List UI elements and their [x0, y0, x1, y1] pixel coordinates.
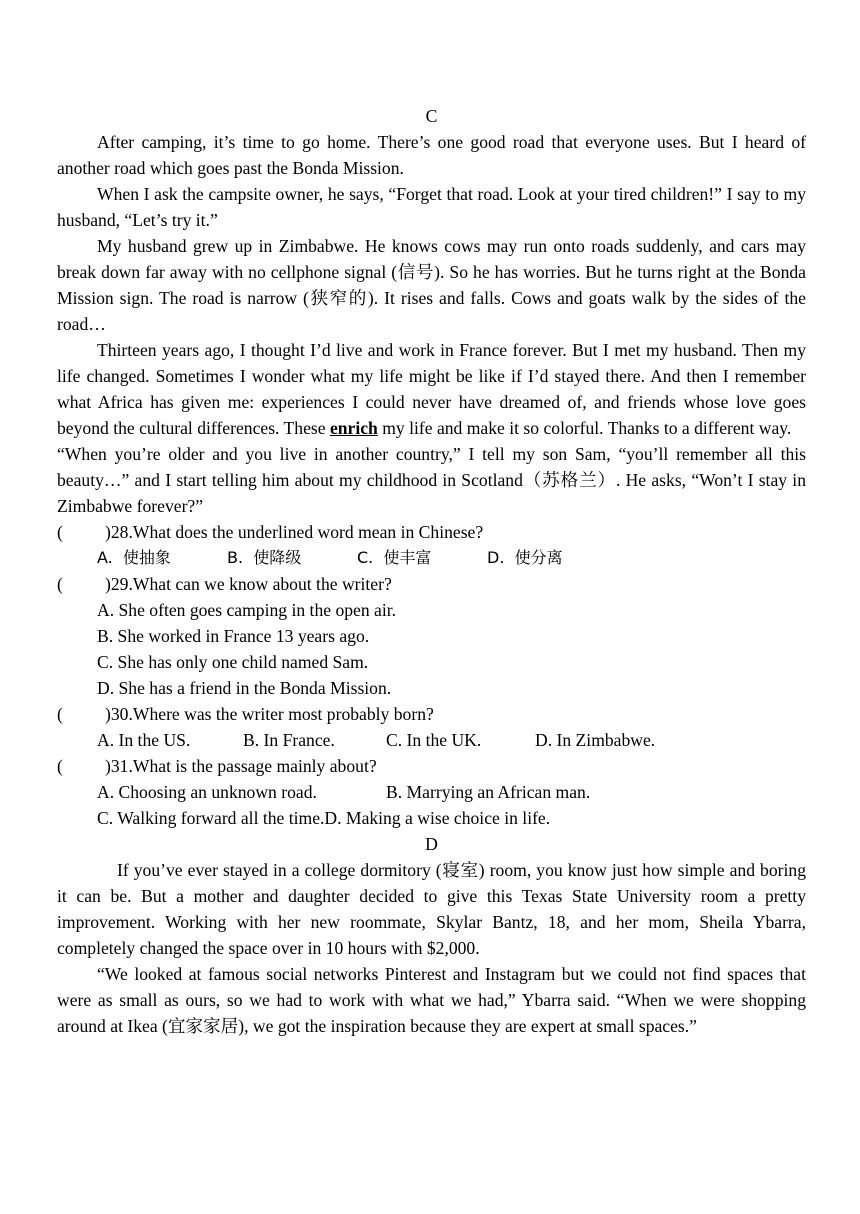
paragraph-4-text-after: my life and make it so colorful. Thanks to a different way.: [377, 418, 792, 438]
section-c-paragraph-5: “When you’re older and you live in another country,” I tell my son Sam, “you’ll remember all this beauty…” and I start telling him about my childhood in Scotland（苏格兰）. He asks, “Won’t I stay in Zimbabwe forever?”: [57, 444, 806, 516]
section-c-paragraph-1: After camping, it’s time to go home. There’s one good road that everyone uses. But I heard of another road which goes past the Bonda Mission.: [57, 132, 806, 178]
option-30-a: A. In the US.: [97, 730, 191, 750]
question-31-options-row-2: [57, 805, 806, 831]
option-28-a: A. 使抽象: [97, 548, 171, 567]
option-30-d: D. In Zimbabwe.: [535, 730, 656, 750]
document-content: [57, 103, 806, 1039]
question-30-text: )30.Where was the writer most probably born?: [105, 704, 434, 724]
option-30-c: C. In the UK.: [386, 730, 482, 750]
option-31-d: D. Making a wise choice in life.: [324, 808, 551, 828]
question-30: [57, 701, 806, 727]
question-31-options-row-1: [57, 779, 806, 805]
answer-blank-28[interactable]: (: [57, 522, 63, 542]
answer-blank-30[interactable]: (: [57, 704, 63, 724]
section-c-heading: C: [425, 106, 438, 126]
question-29-text: )29.What can we know about the writer?: [105, 574, 392, 594]
option-30-b: B. In France.: [243, 730, 335, 750]
option-29-d: D. She has a friend in the Bonda Mission.: [97, 678, 392, 698]
option-29-b: B. She worked in France 13 years ago.: [97, 626, 370, 646]
question-29: [57, 571, 806, 597]
answer-blank-29[interactable]: (: [57, 574, 63, 594]
question-31-text: )31.What is the passage mainly about?: [105, 756, 377, 776]
option-29-c: C. She has only one child named Sam.: [97, 652, 369, 672]
paragraph-4-text-before: Thirteen years ago, I thought I’d live and work in France forever. But I met my husband. Then my life changed. Sometimes I wonder what my life might be like if I’d stayed there. And then I remember what Africa has given me: experiences I could never have dreamed of, and friends whose love goes beyond the cultural differences. These: [57, 340, 806, 438]
option-28-c: C. 使丰富: [357, 548, 432, 567]
section-c-paragraph-3: My husband grew up in Zimbabwe. He knows cows may run onto roads suddenly, and cars may break down far away with no cellphone signal (信号). So he has worries. But he turns right at the Bonda Mission sign. The road is narrow (狭窄的). It rises and falls. Cows and goats walk by the sides of the road…: [57, 236, 806, 334]
option-31-c: C. Walking forward all the time.: [97, 808, 325, 828]
option-29-a: A. She often goes camping in the open air.: [97, 600, 397, 620]
question-28-text: )28.What does the underlined word mean in Chinese?: [105, 522, 484, 542]
question-30-options: [57, 727, 806, 753]
section-d-heading: D: [425, 834, 438, 854]
question-28-options: [57, 545, 806, 571]
question-28: [57, 519, 806, 545]
option-28-b: B. 使降级: [227, 548, 302, 567]
option-28-d: D. 使分离: [487, 548, 563, 567]
question-31: [57, 753, 806, 779]
section-d-paragraph-1: If you’ve ever stayed in a college dormitory (寝室) room, you know just how simple and boring it can be. But a mother and daughter decided to give this Texas State University room a pretty improvement. Working with her new roommate, Skylar Bantz, 18, and her mom, Sheila Ybarra, completely changed the space over in 10 hours with $2,000.: [57, 860, 806, 958]
answer-blank-31[interactable]: (: [57, 756, 63, 776]
option-31-b: B. Marrying an African man.: [386, 782, 591, 802]
underlined-word-enrich: enrich: [329, 418, 378, 438]
section-c-paragraph-4: [57, 337, 806, 441]
option-31-a: A. Choosing an unknown road.: [97, 782, 317, 802]
section-d-paragraph-2: “We looked at famous social networks Pinterest and Instagram but we could not find spaces that were as small as ours, so we had to work with what we had,” Ybarra said. “When we were shopping around at Ikea (宜家家居), we got the inspiration because they are expert at small spaces.”: [57, 964, 806, 1036]
section-c-paragraph-2: When I ask the campsite owner, he says, “Forget that road. Look at your tired children!” I say to my husband, “Let’s try it.”: [57, 184, 806, 230]
